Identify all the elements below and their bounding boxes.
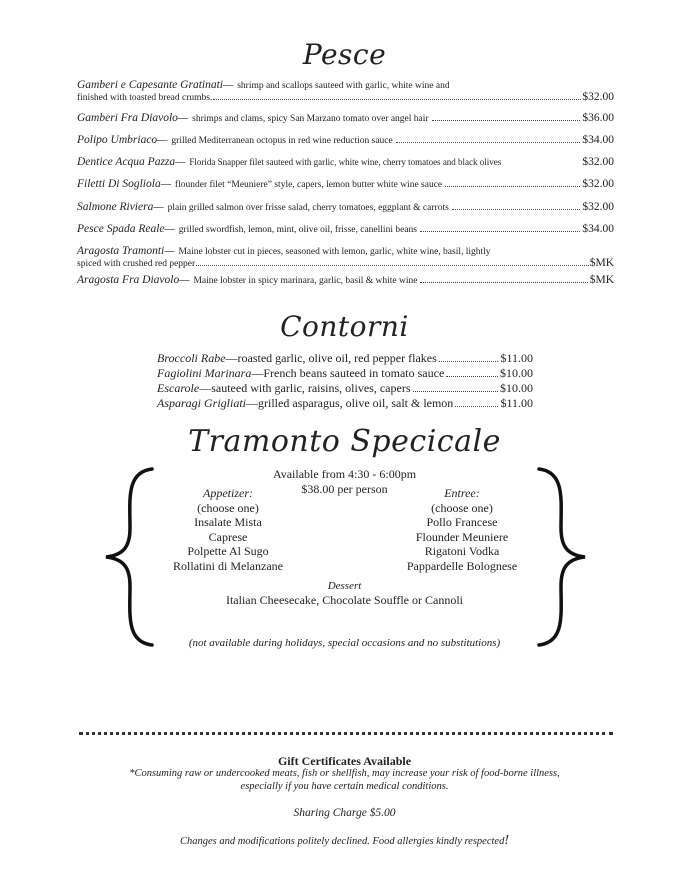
list-item bbox=[157, 396, 533, 411]
item-price: $34.00 bbox=[582, 223, 614, 235]
list-item: Pappardelle Bolognese bbox=[406, 558, 518, 573]
item-price: $MK bbox=[589, 274, 614, 286]
menu-item bbox=[77, 178, 614, 191]
list-item: Polpette Al Sugo bbox=[187, 544, 269, 558]
contorni-title: Contorni bbox=[280, 310, 409, 343]
item-price: $11.00 bbox=[500, 351, 533, 365]
item-description: spiced with crushed red pepper bbox=[77, 259, 196, 269]
appetizer-column bbox=[168, 486, 288, 573]
changes-note bbox=[0, 833, 689, 849]
item-price: $32.00 bbox=[582, 178, 614, 190]
item-description: —roasted garlic, olive oil, red pepper flakes bbox=[225, 351, 437, 365]
pesce-title: Pesce bbox=[302, 38, 387, 71]
list-item: Caprese bbox=[208, 529, 248, 544]
item-name: Broccoli Rabe bbox=[157, 351, 226, 365]
dessert-label: Dessert bbox=[327, 580, 362, 592]
health-warning: *Consuming raw or undercooked meats, fish or shellfish, may increase your risk of food-borne illness, bbox=[129, 768, 560, 779]
item-name: Polipo Umbriaco— bbox=[77, 134, 168, 146]
entree-label: Entree: bbox=[444, 486, 480, 500]
menu-item bbox=[77, 112, 614, 125]
list-item: Flounder Meuniere bbox=[415, 529, 509, 544]
menu-item bbox=[77, 156, 614, 168]
list-item bbox=[157, 351, 533, 366]
menu-item bbox=[77, 80, 614, 104]
item-name: Asparagi Grigliati bbox=[157, 396, 247, 410]
item-description: —grilled asparagus, olive oil, salt & lemon bbox=[246, 396, 454, 410]
list-item bbox=[157, 366, 533, 381]
item-name: Escarole bbox=[157, 381, 200, 395]
menu-item bbox=[77, 274, 614, 287]
item-description: grilled swordfish, lemon, mint, olive oil, frisse, canellini beans bbox=[178, 225, 417, 235]
list-item: Pollo Francese bbox=[426, 515, 498, 529]
item-name: Filetti Di Sogliola— bbox=[77, 178, 171, 190]
menu-item bbox=[77, 134, 614, 147]
item-name: Salmone Riviera— bbox=[77, 201, 164, 213]
item-description: Maine lobster in spicy marinara, garlic, basil & white wine bbox=[193, 276, 418, 286]
item-price: $11.00 bbox=[500, 396, 533, 410]
item-description: shrimp and scallops sauteed with garlic, white wine and bbox=[237, 81, 450, 91]
item-name: Dentice Acqua Pazza— bbox=[77, 156, 186, 168]
list-item: Insalate Mista bbox=[194, 515, 262, 529]
menu-item bbox=[77, 201, 614, 214]
right-brace-icon bbox=[535, 466, 591, 648]
item-name: Aragosta Fra Diavolo— bbox=[77, 274, 190, 286]
item-price: $34.00 bbox=[582, 134, 614, 146]
item-name: Fagiolini Marinara bbox=[157, 366, 252, 380]
item-price: $MK bbox=[589, 257, 614, 269]
sharing-charge: Sharing Charge $5.00 bbox=[293, 807, 396, 819]
special-note: (not available during holidays, special occasions and no substitutions) bbox=[188, 637, 501, 649]
list-item bbox=[157, 381, 533, 396]
special-price: $38.00 per person bbox=[301, 482, 388, 496]
item-description: flounder filet “Meuniere” style, capers, lemon butter white wine sauce bbox=[174, 180, 443, 190]
item-price: $36.00 bbox=[582, 112, 614, 124]
contorni-list bbox=[157, 351, 533, 411]
item-description: Florida Snapper filet sauteed with garlic, white wine, cherry tomatoes and black olives bbox=[189, 157, 502, 167]
changes-exclaim: ! bbox=[504, 833, 510, 848]
appetizer-label: Appetizer: bbox=[203, 486, 253, 500]
dotted-divider bbox=[79, 732, 613, 735]
item-description: grilled Mediterranean octopus in red wine reduction sauce bbox=[171, 136, 393, 146]
menu-item bbox=[77, 223, 614, 236]
item-price: $32.00 bbox=[582, 91, 614, 103]
item-description: —French beans sauteed in tomato sauce bbox=[251, 366, 445, 380]
special-available: Available from 4:30 - 6:00pm bbox=[272, 467, 417, 481]
item-price: $32.00 bbox=[582, 201, 614, 213]
item-price: $10.00 bbox=[500, 381, 533, 395]
item-description: plain grilled salmon over frisse salad, cherry tomatoes, eggplant & carrots bbox=[167, 203, 449, 213]
item-description: —sauteed with garlic, raisins, olives, capers bbox=[199, 381, 411, 395]
special-title: Tramonto Specicale bbox=[188, 424, 501, 459]
item-name: Pesce Spada Reale— bbox=[77, 223, 175, 235]
menu-item bbox=[77, 246, 614, 270]
item-description: shrimps and clams, spicy San Marzano tomato over angel hair bbox=[192, 114, 429, 124]
entree-column bbox=[398, 486, 526, 573]
changes-text: Changes and modifications politely declined. Food allergies kindly respected bbox=[179, 836, 505, 847]
item-name: Gamberi Fra Diavolo— bbox=[77, 112, 189, 124]
gift-certificates: Gift Certificates Available bbox=[277, 754, 412, 768]
list-item: Rollatini di Melanzane bbox=[173, 558, 283, 573]
item-description: Maine lobster cut in pieces, seasoned with lemon, garlic, white wine, basil, lightly bbox=[178, 247, 491, 257]
dessert-items: Italian Cheesecake, Chocolate Souffle or Cannoli bbox=[225, 593, 464, 607]
entree-choose: (choose one) bbox=[431, 500, 493, 515]
list-item: Rigatoni Vodka bbox=[424, 544, 500, 558]
item-price: $32.00 bbox=[582, 156, 614, 168]
item-name: Aragosta Tramonti— bbox=[77, 245, 175, 257]
item-name: Gamberi e Capesante Gratinati— bbox=[77, 79, 234, 91]
item-description: finished with toasted bread crumbs. bbox=[77, 93, 213, 103]
appetizer-choose: (choose one) bbox=[197, 500, 259, 515]
left-brace-icon bbox=[100, 466, 156, 648]
item-price: $10.00 bbox=[500, 366, 533, 380]
health-warning-2: especially if you have certain medical conditions. bbox=[240, 781, 449, 792]
